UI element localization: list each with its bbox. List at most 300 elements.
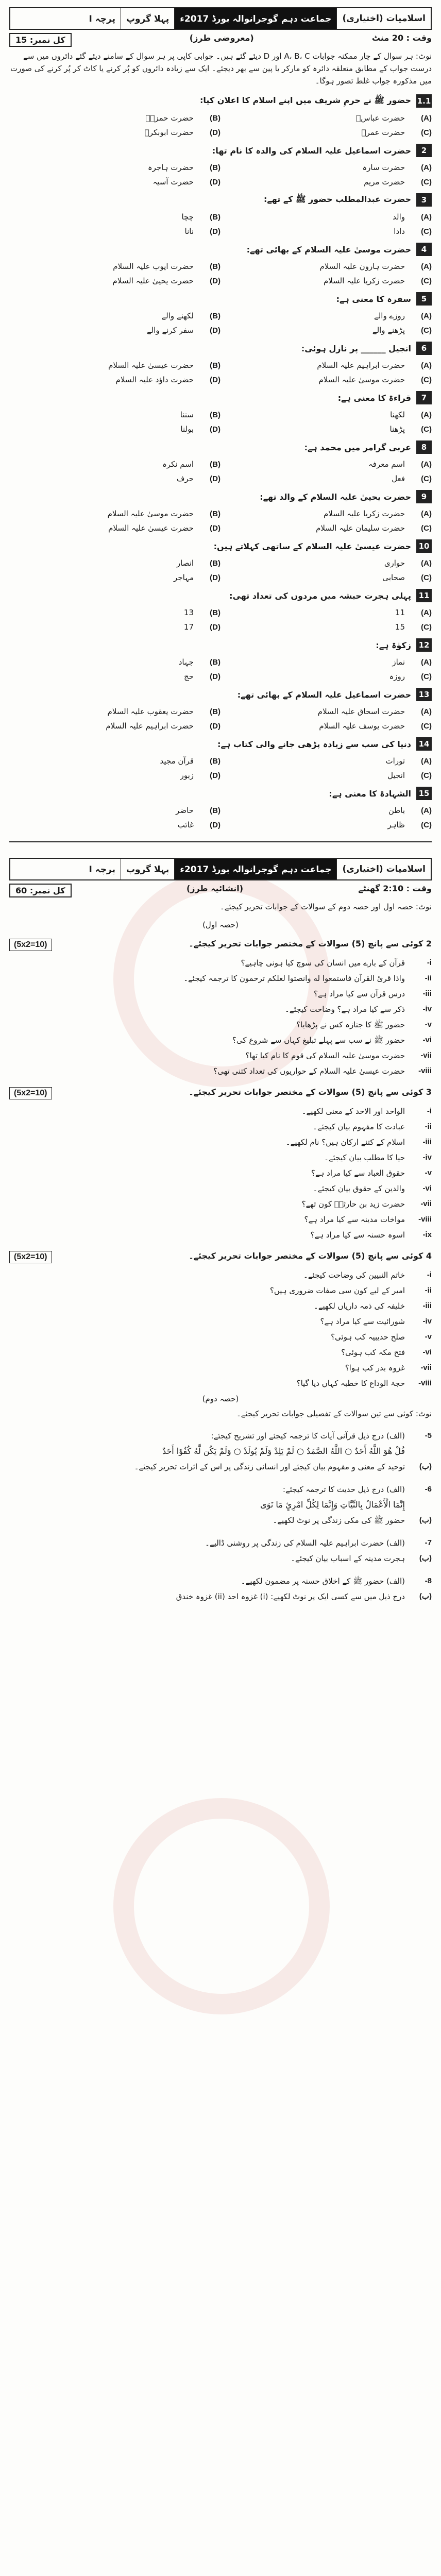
mcq-option xyxy=(9,175,220,189)
mcq-question xyxy=(9,688,432,733)
mcq-option xyxy=(9,818,220,832)
mcq-option xyxy=(220,210,432,224)
section-number: 2 xyxy=(426,939,432,948)
mcq-option-text: اسم معرفہ xyxy=(368,460,405,469)
question-number: -ii xyxy=(425,1122,432,1131)
mcq-option-letter: (A) xyxy=(421,163,432,172)
mcq-options xyxy=(9,259,432,288)
mcq-option xyxy=(220,556,432,570)
mcq-question-line xyxy=(9,440,432,454)
long-question-part xyxy=(9,1536,432,1550)
mcq-option xyxy=(9,358,220,372)
short-question xyxy=(9,956,432,970)
question-text: قرآن کے بارے میں انسان کی سوچ کیا ہونی چاہیے؟ xyxy=(241,958,405,968)
mcq-option-text: جہاد xyxy=(178,657,194,667)
mcq-option-letter: (C) xyxy=(421,622,432,632)
mcq-option-text: پڑھنا xyxy=(389,425,405,434)
question-part-label: (ب) xyxy=(419,1554,432,1563)
question-part-text: درج ذیل میں سے کسی ایک پر نوٹ لکھیے: (i) غزوہ احد (ii) غزوہ خندق xyxy=(176,1592,405,1601)
mcq-option xyxy=(220,422,432,436)
section-number: 4 xyxy=(426,1251,432,1261)
mcq-option-text: حضرت داؤد علیہ السلام xyxy=(115,375,194,384)
mcq-option-text: مہاجر xyxy=(174,573,194,582)
short-question xyxy=(9,1120,432,1133)
part2-note: نوٹ: کوئی سے تین سوالات کے تفصیلی جوابات تحریر کیجئے۔ xyxy=(236,1409,432,1418)
question-number: -vii xyxy=(420,1199,432,1208)
mcq-option-letter: (C) xyxy=(421,721,432,731)
mcq-option-letter: (C) xyxy=(421,326,432,335)
subject-title: اسلامیات (اختیاری) xyxy=(336,8,431,29)
question-number: -vii xyxy=(420,1051,432,1060)
question-part-text: توحید کے معنی و مفہوم بیان کیجئے اور انسانی زندگی پر اس کے اثرات تحریر کیجئے۔ xyxy=(134,1462,405,1471)
mcq-question xyxy=(9,94,432,140)
long-question-part xyxy=(9,1483,432,1496)
mcq-number: 8 xyxy=(416,440,432,454)
mcq-question-line xyxy=(9,737,432,751)
mcq-text: پہلی ہجرت حبشہ میں مردوں کی تعداد تھی: xyxy=(229,590,411,601)
mcq-option xyxy=(9,719,220,733)
mcq-option-letter: (A) xyxy=(421,311,432,320)
mcq-option-letter: (A) xyxy=(421,558,432,568)
mcq-question xyxy=(9,144,432,189)
mcq-option-text: انجیل xyxy=(387,771,405,780)
group-label: پہلا گروپ xyxy=(121,859,174,879)
question-part-text: إِنَّمَا الْأَعْمَالُ بِالنِّيَّاتِ وَإِنَّمَا لِكُلِّ امْرِئٍ مَا نَوَى xyxy=(260,1500,405,1510)
mcq-option xyxy=(9,408,220,422)
mcq-option-text: 11 xyxy=(395,608,405,617)
question-part-text: ہجرت مدینہ کے اسباب بیان کیجئے۔ xyxy=(291,1554,405,1563)
mcq-option xyxy=(220,704,432,719)
mcq-question xyxy=(9,787,432,832)
mcq-option xyxy=(220,655,432,669)
mcq-option-text: قرآن مجید xyxy=(160,756,194,766)
section-marks: (5x2=10) xyxy=(9,1251,52,1263)
mcq-option xyxy=(220,175,432,189)
mcq-option xyxy=(220,768,432,783)
mcq-number: 2 xyxy=(416,144,432,157)
mcq-option-text: زبور xyxy=(180,771,194,780)
question-part-wrap xyxy=(9,1536,405,1550)
long-question xyxy=(9,1429,432,1473)
mcq-option-letter: (B) xyxy=(210,608,220,617)
long-question-part xyxy=(9,1552,432,1565)
question-text: حیا کا مطلب بیان کیجئے۔ xyxy=(324,1153,405,1162)
mcq-options xyxy=(9,210,432,239)
mcq-option-text: باطن xyxy=(388,806,405,815)
mcq-option xyxy=(220,457,432,471)
mcq-option-letter: (C) xyxy=(421,820,432,829)
mcq-option-letter: (C) xyxy=(421,375,432,384)
short-question xyxy=(9,1361,432,1375)
question-number: -i xyxy=(427,1270,432,1279)
mcq-option xyxy=(9,704,220,719)
mcq-option xyxy=(220,521,432,535)
mcq-option-text: نانا xyxy=(184,227,194,236)
mcq-option-letter: (C) xyxy=(421,672,432,681)
question-number: -iv xyxy=(422,1317,432,1326)
mcq-option-letter: (B) xyxy=(210,558,220,568)
mcq-question-line xyxy=(9,539,432,553)
mcq-option xyxy=(220,274,432,288)
question-part-label: (ب) xyxy=(419,1462,432,1471)
mcq-options xyxy=(9,111,432,140)
mcq-option xyxy=(9,422,220,436)
mcq-option xyxy=(9,506,220,521)
mcq-option-text: اسم نکرہ xyxy=(162,460,194,469)
mcq-options xyxy=(9,655,432,684)
mcq-option xyxy=(220,570,432,585)
question-text: الواحد اور الاحد کے معنی لکھیے۔ xyxy=(301,1107,405,1116)
mcq-number: 6 xyxy=(416,342,432,355)
mcq-option-letter: (D) xyxy=(210,227,220,236)
mcq-option xyxy=(9,457,220,471)
question-part-wrap xyxy=(9,1429,405,1443)
mcq-option-letter: (D) xyxy=(210,276,220,285)
question-number: -iv xyxy=(422,1153,432,1162)
mcq-question-line xyxy=(9,391,432,404)
mcq-option-letter: (C) xyxy=(421,573,432,582)
question-text: والدین کے حقوق بیان کیجئے۔ xyxy=(313,1184,405,1193)
mcq-text: الشہادۃ کا معنی ہے: xyxy=(329,788,411,799)
mcq-option-text: تورات xyxy=(385,756,405,766)
question-number: -vi xyxy=(422,1036,432,1044)
mcq-option-text: صحابی xyxy=(382,573,405,582)
short-question xyxy=(9,1197,432,1211)
mcq-question xyxy=(9,193,432,239)
mcq-option xyxy=(9,605,220,620)
mcq-options xyxy=(9,803,432,832)
mcq-list xyxy=(9,94,432,832)
mcq-option-text: دادا xyxy=(394,227,405,236)
question-text: حضرت زید بن حارثہؓ کون تھے؟ xyxy=(301,1199,405,1209)
mcq-option-letter: (A) xyxy=(421,509,432,518)
mcq-option-letter: (B) xyxy=(210,509,220,518)
mcq-option-text: چچا xyxy=(181,212,194,222)
mcq-options xyxy=(9,605,432,634)
mcq-options xyxy=(9,556,432,585)
mcq-text: قراءۃ کا معنی ہے: xyxy=(337,393,411,403)
short-section xyxy=(9,1251,432,1390)
mcq-option-text: 17 xyxy=(183,622,194,632)
question-number: -ii xyxy=(425,1286,432,1295)
mcq-option-text: حضرت حمزہؓ xyxy=(145,113,194,123)
short-section xyxy=(9,939,432,1078)
mcq-option-letter: (A) xyxy=(421,361,432,370)
mcq-text: انجیل ______ پر نازل ہوئی: xyxy=(301,343,411,353)
mcq-text: حضرت عیسیٰ علیہ السلام کے ساتھی کہلاتے ہیں: xyxy=(213,541,411,551)
mcq-option-text: حضرت یوسف علیہ السلام xyxy=(319,721,405,731)
section-title-row xyxy=(9,939,432,951)
mcq-option xyxy=(9,803,220,818)
mcq-number: 7 xyxy=(416,391,432,404)
mcq-question xyxy=(9,243,432,288)
mcq-option xyxy=(9,669,220,684)
question-part-wrap xyxy=(9,1483,405,1496)
section-heading xyxy=(189,1251,432,1263)
question-text: عبادت کا مفہوم بیان کیجئے۔ xyxy=(313,1122,405,1131)
long-question xyxy=(9,1483,432,1527)
mcq-number: 5 xyxy=(416,292,432,306)
mcq-option-letter: (A) xyxy=(421,707,432,716)
mcq-text: حضور ﷺ نے حرمِ شریف میں اپنے اسلام کا اعلان کیا: xyxy=(199,95,411,105)
question-text: حضرت عیسیٰ علیہ السلام کے حواریوں کی تعداد کتنی تھی؟ xyxy=(213,1066,405,1076)
mcq-option-text: حج xyxy=(184,672,194,681)
mcq-option xyxy=(9,224,220,239)
board-label: جماعت دہم گوجرانوالہ بورڈ 2017ء xyxy=(174,859,336,879)
mcq-option-letter: (A) xyxy=(421,657,432,667)
mcq-question-line xyxy=(9,589,432,602)
section-heading xyxy=(189,939,432,951)
question-part-sub: (الف) xyxy=(386,1431,405,1440)
short-question xyxy=(9,1064,432,1078)
question-text: حقوق العباد سے کیا مراد ہے؟ xyxy=(311,1168,405,1178)
mcq-option-letter: (B) xyxy=(210,311,220,320)
mcq-option xyxy=(9,323,220,337)
mcq-option-text: حضرت زکریا علیہ السلام xyxy=(324,509,405,518)
short-question xyxy=(9,1151,432,1164)
mcq-option xyxy=(220,309,432,323)
mcq-question xyxy=(9,391,432,436)
mcq-number: 9 xyxy=(416,490,432,503)
mcq-text: زکوٰۃ ہے: xyxy=(376,640,411,650)
mcq-option-letter: (B) xyxy=(210,707,220,716)
mcq-text: حضرت یحییٰ علیہ السلام کے والد تھے: xyxy=(260,492,411,502)
mcq-option-text: حضرت یعقوب علیہ السلام xyxy=(107,707,194,716)
mcq-option-letter: (B) xyxy=(210,657,220,667)
mcq-option xyxy=(220,719,432,733)
mcq-option-letter: (A) xyxy=(421,113,432,123)
short-question xyxy=(9,1299,432,1313)
mcq-question xyxy=(9,292,432,337)
mcq-question xyxy=(9,342,432,387)
mcq-number: 10 xyxy=(416,539,432,553)
section-title: کوئی سے پانچ (5) سوالات کے مختصر جوابات تحریر کیجئے۔ xyxy=(189,1087,423,1097)
mcq-question-line xyxy=(9,688,432,701)
mcq-option-letter: (A) xyxy=(421,410,432,419)
mcq-option-letter: (B) xyxy=(210,212,220,222)
question-number: -viii xyxy=(418,1379,432,1387)
question-number: -ii xyxy=(425,974,432,982)
total-marks: کل نمبر: 60 xyxy=(9,884,72,897)
mcq-option-text: سننا xyxy=(180,410,194,419)
mcq-question xyxy=(9,589,432,634)
mcq-option xyxy=(9,768,220,783)
question-text: حجۃ الوداع کا خطبہ کہاں دیا گیا؟ xyxy=(296,1379,405,1388)
mcq-option-letter: (A) xyxy=(421,262,432,271)
mcq-option-text: حضرت ابوبکرؓ xyxy=(144,128,194,137)
mcq-option-text: حضرت ایوب علیہ السلام xyxy=(113,262,194,271)
question-text: درس قرآن سے کیا مراد ہے؟ xyxy=(314,989,405,998)
question-part-text: حضور ﷺ کی مکی زندگی پر نوٹ لکھیے۔ xyxy=(273,1516,405,1525)
mcq-option-text: حضرت مریم xyxy=(364,177,405,187)
part2-label: (حصہ دوم) xyxy=(202,1394,239,1403)
mcq-question xyxy=(9,490,432,535)
short-question xyxy=(9,1049,432,1062)
section-title: کوئی سے پانچ (5) سوالات کے مختصر جوابات تحریر کیجئے۔ xyxy=(189,939,423,948)
question-part-label: (ب) xyxy=(419,1592,432,1601)
mcq-option-text: حاضر xyxy=(176,806,194,815)
mcq-number: 13 xyxy=(416,688,432,701)
mcq-option-letter: (B) xyxy=(210,806,220,815)
long-question-part xyxy=(9,1498,432,1512)
mcq-option-text: حضرت سارہ xyxy=(362,163,405,172)
question-text: شورائیت سے کیا مراد ہے؟ xyxy=(320,1317,405,1326)
question-part-label: (ب) xyxy=(419,1516,432,1524)
mcq-option-text: والد xyxy=(393,212,405,222)
mcq-option-text: حضرت موسیٰ علیہ السلام xyxy=(107,509,194,518)
mcq-option-letter: (D) xyxy=(210,820,220,829)
long-question-list xyxy=(9,1429,432,1603)
long-question-part xyxy=(9,1460,432,1473)
mcq-option-letter: (B) xyxy=(210,410,220,419)
mcq-option xyxy=(220,224,432,239)
mcq-option-text: فعل xyxy=(392,474,405,483)
mcq-option-letter: (D) xyxy=(210,771,220,780)
mcq-option-letter: (C) xyxy=(421,425,432,434)
question-part-label xyxy=(410,1445,432,1458)
mcq-option xyxy=(220,754,432,768)
mcq-option-text: غائب xyxy=(177,820,194,829)
question-text: مواخات مدینہ سے کیا مراد ہے؟ xyxy=(304,1215,405,1224)
type-label: (انشائیہ طرز) xyxy=(186,884,244,893)
question-number: -v xyxy=(425,1168,432,1177)
mcq-option-letter: (B) xyxy=(210,113,220,123)
mcq-option xyxy=(220,506,432,521)
subjective-note: نوٹ: حصہ اول اور حصہ دوم کے سوالات کے جوابات تحریر کیجئے۔ xyxy=(220,902,432,911)
mcq-option-text: حضرت عمرؓ xyxy=(361,128,405,137)
mcq-option-text: نماز xyxy=(392,657,405,667)
short-question xyxy=(9,972,432,985)
question-text: خلیفہ کی ذمہ داریاں لکھیے۔ xyxy=(313,1301,405,1311)
mcq-text: سفرہ کا معنی ہے: xyxy=(336,294,411,304)
mcq-number: 3 xyxy=(416,193,432,207)
time-label: وقت : 20 منٹ xyxy=(371,33,432,43)
mcq-option xyxy=(9,111,220,125)
mcq-option-text: حضرت زکریا علیہ السلام xyxy=(324,276,405,285)
mcq-option-letter: (D) xyxy=(210,523,220,533)
short-question xyxy=(9,1182,432,1195)
question-number: -viii xyxy=(418,1066,432,1075)
short-question xyxy=(9,1346,432,1359)
mcq-question-line xyxy=(9,292,432,306)
question-text: امیر کے لیے کون سی صفات ضروری ہیں؟ xyxy=(269,1286,405,1295)
question-text: حضور ﷺ نے سب سے پہلے تبلیغ کہاں سے شروع کی؟ xyxy=(232,1036,405,1045)
question-text: حضرت موسیٰ علیہ السلام کی قوم کا نام کیا تھا؟ xyxy=(245,1051,405,1060)
question-number: -iii xyxy=(422,1301,432,1310)
mcq-option xyxy=(220,605,432,620)
mcq-option-text: حضرت سلیمان علیہ السلام xyxy=(316,523,405,533)
mcq-question xyxy=(9,737,432,783)
mcq-number: 4 xyxy=(416,243,432,256)
long-question-part xyxy=(9,1590,432,1603)
mcq-option xyxy=(9,655,220,669)
question-part-label xyxy=(410,1498,432,1512)
exam-paper xyxy=(9,7,432,1605)
long-question-part xyxy=(9,1574,432,1588)
mcq-option-letter: (A) xyxy=(421,460,432,469)
long-question-part xyxy=(9,1514,432,1527)
mcq-option-text: حضرت اسحاق علیہ السلام xyxy=(317,707,405,716)
question-number: -vii xyxy=(420,1363,432,1372)
board-label: جماعت دہم گوجرانوالہ بورڈ 2017ء xyxy=(174,8,336,29)
mcq-option xyxy=(220,372,432,387)
section-divider xyxy=(9,841,432,842)
mcq-option-letter: (C) xyxy=(421,771,432,780)
long-question-part xyxy=(9,1445,432,1458)
mcq-options xyxy=(9,358,432,387)
question-number: -viii xyxy=(418,1215,432,1224)
subjective-subheader xyxy=(9,884,432,897)
mcq-option-text: 13 xyxy=(183,608,194,617)
mcq-number: 12 xyxy=(416,638,432,652)
mcq-option-letter: (D) xyxy=(210,622,220,632)
mcq-option xyxy=(220,803,432,818)
short-question xyxy=(9,1377,432,1390)
question-number: -vi xyxy=(422,1348,432,1357)
question-part-label: -8 xyxy=(425,1577,432,1585)
mcq-options xyxy=(9,754,432,783)
mcq-option-text: بولنا xyxy=(180,425,194,434)
section-marks: (5x2=10) xyxy=(9,939,52,951)
mcq-number: 1.1 xyxy=(416,94,432,108)
subject-title: اسلامیات (اختیاری) xyxy=(336,859,431,879)
question-number: -vi xyxy=(422,1184,432,1193)
mcq-option xyxy=(220,408,432,422)
mcq-option-text: حضرت آسیہ xyxy=(152,177,194,187)
mcq-option xyxy=(9,259,220,274)
objective-note: نوٹ: ہر سوال کے چار ممکنہ جوابات A، B، C اور D دیئے گئے ہیں۔ جوابی کاپی پر ہر سوال کے سامنے دیئے گئے دائروں میں سے درست جواب کے مطابق متعلقہ دائرہ کو مارکر یا پین سے بھر دیجئے۔ ایک سے زیادہ دائروں کو پُر کرنے یا کاٹ کر پُر کرنے کی صورت میں مذکورہ جواب غلط تصور ہوگا۔ xyxy=(10,52,432,86)
mcq-options xyxy=(9,408,432,436)
mcq-option xyxy=(220,111,432,125)
mcq-option-letter: (D) xyxy=(210,425,220,434)
mcq-options xyxy=(9,704,432,733)
mcq-option-text: سفر کرنے والے xyxy=(146,326,194,335)
mcq-option-letter: (D) xyxy=(210,326,220,335)
mcq-text: حضرت اسماعیل علیہ السلام کے بھائی تھے: xyxy=(237,689,411,700)
short-question-sections xyxy=(9,939,432,1390)
objective-header xyxy=(9,7,432,30)
mcq-option xyxy=(9,521,220,535)
question-number: -v xyxy=(425,1332,432,1341)
mcq-option-letter: (C) xyxy=(421,227,432,236)
section-title-row xyxy=(9,1087,432,1099)
question-number: -ix xyxy=(422,1230,432,1239)
question-number: -i xyxy=(427,958,432,967)
time-label: وقت : 2:10 گھنٹے xyxy=(358,884,432,893)
question-part-text: قُلْ هُوَ اللَّهُ أَحَدٌ ○ اللَّهُ الصَّمَدُ ○ لَمْ يَلِدْ وَلَمْ يُولَدْ ○ وَلَمْ يَكُن لَّهُ كُفُوًا أَحَدٌ xyxy=(162,1446,405,1456)
mcq-option-text: حرف xyxy=(176,474,194,483)
mcq-option xyxy=(9,125,220,140)
mcq-option xyxy=(220,160,432,175)
question-part-label: -7 xyxy=(425,1538,432,1547)
question-text: واذا قرئ القرآن فاستمعوا له وانصتوا لعلكم ترحمون کا ترجمہ کیجئے۔ xyxy=(183,974,405,983)
section-marks: (5x2=10) xyxy=(9,1087,52,1099)
short-question xyxy=(9,1018,432,1031)
mcq-option xyxy=(9,556,220,570)
mcq-option-letter: (D) xyxy=(210,474,220,483)
question-number: -iii xyxy=(422,989,432,998)
mcq-option-letter: (B) xyxy=(210,163,220,172)
group-label: پہلا گروپ xyxy=(121,8,174,29)
mcq-option-text: انصار xyxy=(176,558,194,568)
mcq-option xyxy=(9,620,220,634)
mcq-text: حضرت عبدالمطلب حضور ﷺ کے تھے: xyxy=(263,194,411,204)
mcq-question-line xyxy=(9,787,432,800)
mcq-option-letter: (B) xyxy=(210,262,220,271)
mcq-option xyxy=(9,274,220,288)
question-part-text: درج ذیل قرآنی آیات کا ترجمہ کیجئے اور تشریح کیجئے: xyxy=(211,1431,384,1440)
mcq-option-text: روزے والے xyxy=(374,311,405,320)
